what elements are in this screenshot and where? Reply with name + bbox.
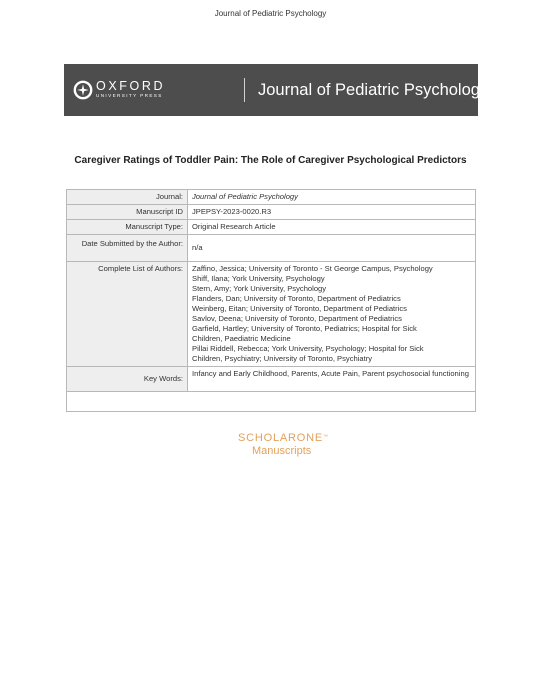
table-row: [67, 367, 476, 392]
publisher-subtitle: UNIVERSITY PRESS: [96, 93, 163, 98]
author-line: Children, Psychiatry; University of Toronto, Psychiatry: [192, 354, 373, 363]
scholarone-logo: [238, 432, 358, 444]
keywords-label: Key Words:: [67, 367, 188, 392]
table-row: [67, 190, 476, 205]
author-line: Flanders, Dan; University of Toronto, Department of Pediatrics: [192, 294, 401, 303]
running-head: Journal of Pediatric Psychology: [214, 9, 327, 18]
author-line: Garfield, Hartley; University of Toronto, Pediatrics; Hospital for Sick: [192, 324, 417, 333]
date-submitted-label: Date Submitted by the Author:: [67, 235, 188, 262]
date-submitted-value: n/a: [188, 235, 476, 262]
table-row: [67, 262, 476, 367]
author-line: Children, Paediatric Medicine: [192, 334, 291, 343]
authors-value: [188, 262, 476, 367]
manuscript-type-value: Original Research Article: [188, 220, 476, 235]
banner-journal-name: Journal of Pediatric Psychology: [258, 81, 489, 99]
oxford-logo-icon: [73, 80, 93, 100]
manuscript-id-value: JPEPSY-2023-0020.R3: [188, 205, 476, 220]
journal-banner: [64, 64, 489, 116]
publisher-wordmark: [96, 80, 165, 100]
keywords-value: Infancy and Early Childhood, Parents, Acute Pain, Parent psychosocial functioning: [188, 367, 476, 392]
author-line: Pillai Riddell, Rebecca; York University, Psychology; Hospital for Sick: [192, 344, 424, 353]
table-row: [67, 220, 476, 235]
journal-value: Journal of Pediatric Psychology: [188, 190, 476, 205]
manuscript-id-label: Manuscript ID: [67, 205, 188, 220]
scholarone-manuscripts-label: Manuscripts: [252, 445, 312, 457]
manuscript-type-label: Manuscript Type:: [67, 220, 188, 235]
authors-label: Complete List of Authors:: [67, 262, 188, 367]
manuscript-metadata-table: [66, 189, 476, 412]
publisher-name: OXFORD: [96, 79, 166, 93]
table-row: [67, 392, 476, 412]
author-line: Weinberg, Eitan; University of Toronto, Department of Pediatrics: [192, 304, 407, 313]
author-line: Shiff, Ilana; York University, Psychology: [192, 274, 325, 283]
author-line: Savlov, Deena; University of Toronto, Department of Pediatrics: [192, 314, 402, 323]
trademark-symbol: ™: [323, 434, 329, 440]
journal-label: Journal:: [67, 190, 188, 205]
empty-cell: [67, 392, 476, 412]
scholarone-wordmark: SCHOLARONE: [238, 432, 324, 444]
table-row: [67, 235, 476, 262]
table-row: [67, 205, 476, 220]
author-line: Zaffino, Jessica; University of Toronto - St George Campus, Psychology: [192, 264, 433, 273]
manuscript-title: Caregiver Ratings of Toddler Pain: The Role of Caregiver Psychological Predictors: [74, 155, 467, 166]
banner-divider: [244, 78, 245, 102]
author-line: Stern, Amy; York University, Psychology: [192, 284, 327, 293]
